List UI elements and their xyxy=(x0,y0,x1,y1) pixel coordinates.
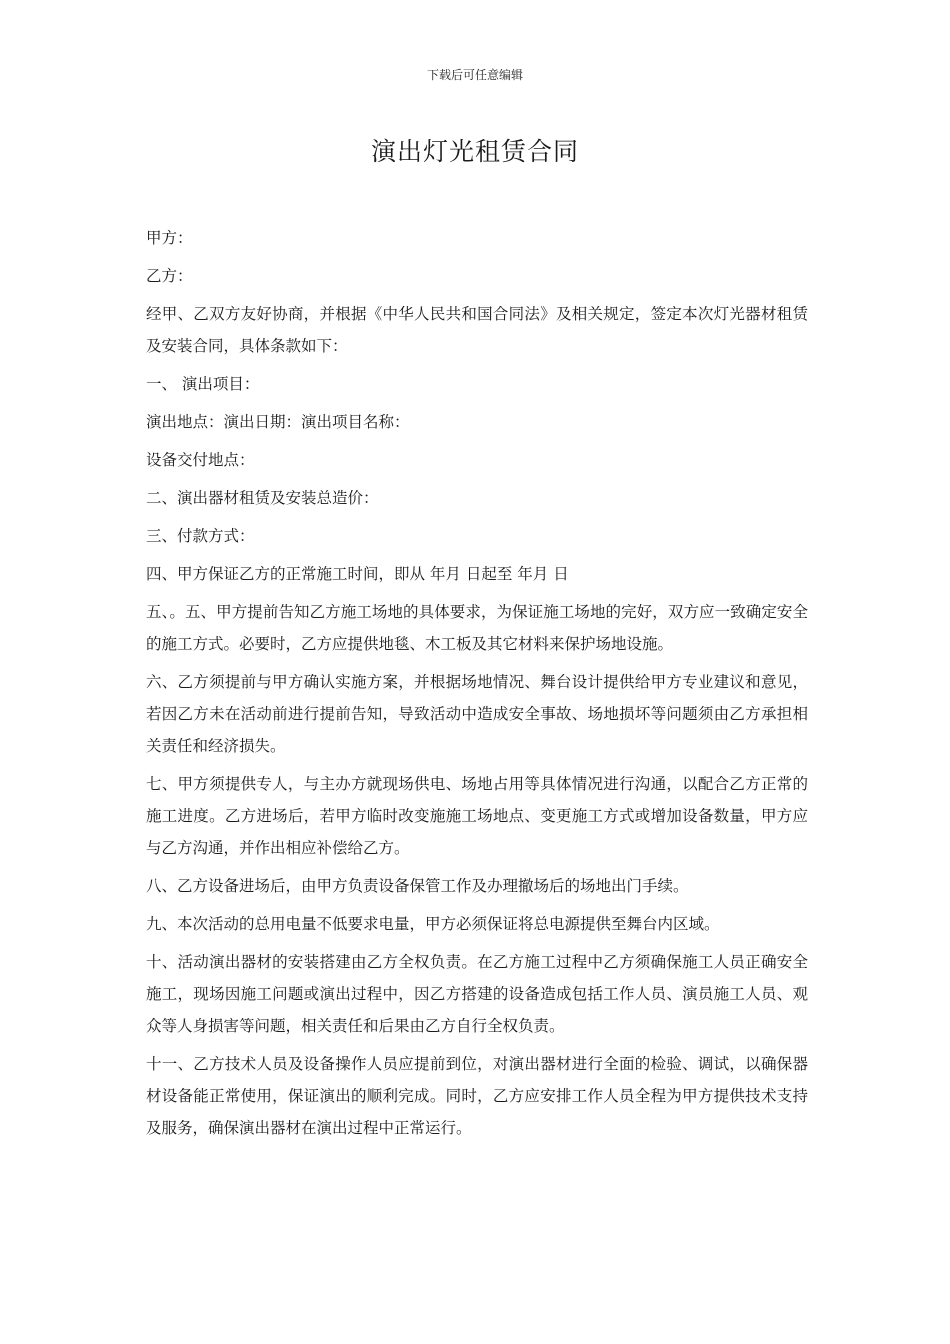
paragraph-clause-1: 一、 演出项目： xyxy=(146,375,260,393)
paragraph-clause-9: 九、本次活动的总用电量不低要求电量，甲方必须保证将总电源提供至舞台内区域。 xyxy=(146,915,720,933)
paragraph-clause-5: 五、。五、甲方提前告知乙方施工场地的具体要求，为保证施工场地的完好，双方应一致确定安全的施工方式。必要时，乙方应提供地毯、木工板及其它材料来保护场地设施。 xyxy=(146,603,808,653)
document-title: 演出灯光租赁合同 xyxy=(370,137,579,166)
paragraph-clause-3: 三、付款方式： xyxy=(146,527,255,545)
paragraph-party-b: 乙方： xyxy=(146,267,193,285)
paragraph-party-a: 甲方： xyxy=(146,229,193,247)
contract-body xyxy=(146,222,808,1150)
paragraph-preamble: 经甲、乙双方友好协商，并根据《中华人民共和国合同法》及相关规定，签定本次灯光器材租赁及安装合同，具体条款如下： xyxy=(146,305,808,355)
paragraph-clause-8: 八、乙方设备进场后，由甲方负责设备保管工作及办理撤场后的场地出门手续。 xyxy=(146,877,689,895)
header-note: 下载后可任意编辑 xyxy=(426,68,523,82)
paragraph-venue-date: 演出地点：演出日期：演出项目名称： xyxy=(146,413,410,431)
paragraph-clause-7: 七、甲方须提供专人，与主办方就现场供电、场地占用等具体情况进行沟通，以配合乙方正常的施工进度。乙方进场后，若甲方临时改变施施工场地点、变更施工方式或增加设备数量，甲方应与乙方沟通，并作出相应补偿给乙方。 xyxy=(146,775,808,857)
paragraph-delivery: 设备交付地点： xyxy=(146,451,255,469)
paragraph-clause-2: 二、演出器材租赁及安装总造价： xyxy=(146,489,379,507)
paragraph-clause-10: 十、活动演出器材的安装搭建由乙方全权负责。在乙方施工过程中乙方须确保施工人员正确安全施工，现场因施工问题或演出过程中，因乙方搭建的设备造成包括工作人员、演员施工人员、观众等人身损害等问题，相关责任和后果由乙方自行全权负责。 xyxy=(146,953,808,1035)
paragraph-clause-4: 四、甲方保证乙方的正常施工时间，即从 年月 日起至 年月 日 xyxy=(146,565,569,583)
paragraph-clause-6: 六、乙方须提前与甲方确认实施方案，并根据场地情况、舞台设计提供给甲方专业建议和意见，若因乙方未在活动前进行提前告知，导致活动中造成安全事故、场地损坏等问题须由乙方承担相关责任和经济损失。 xyxy=(146,673,808,755)
paragraph-clause-11: 十一、乙方技术人员及设备操作人员应提前到位，对演出器材进行全面的检验、调试，以确保器材设备能正常使用，保证演出的顺利完成。同时，乙方应安排工作人员全程为甲方提供技术支持及服务，确保演出器材在演出过程中正常运行。 xyxy=(146,1055,808,1137)
